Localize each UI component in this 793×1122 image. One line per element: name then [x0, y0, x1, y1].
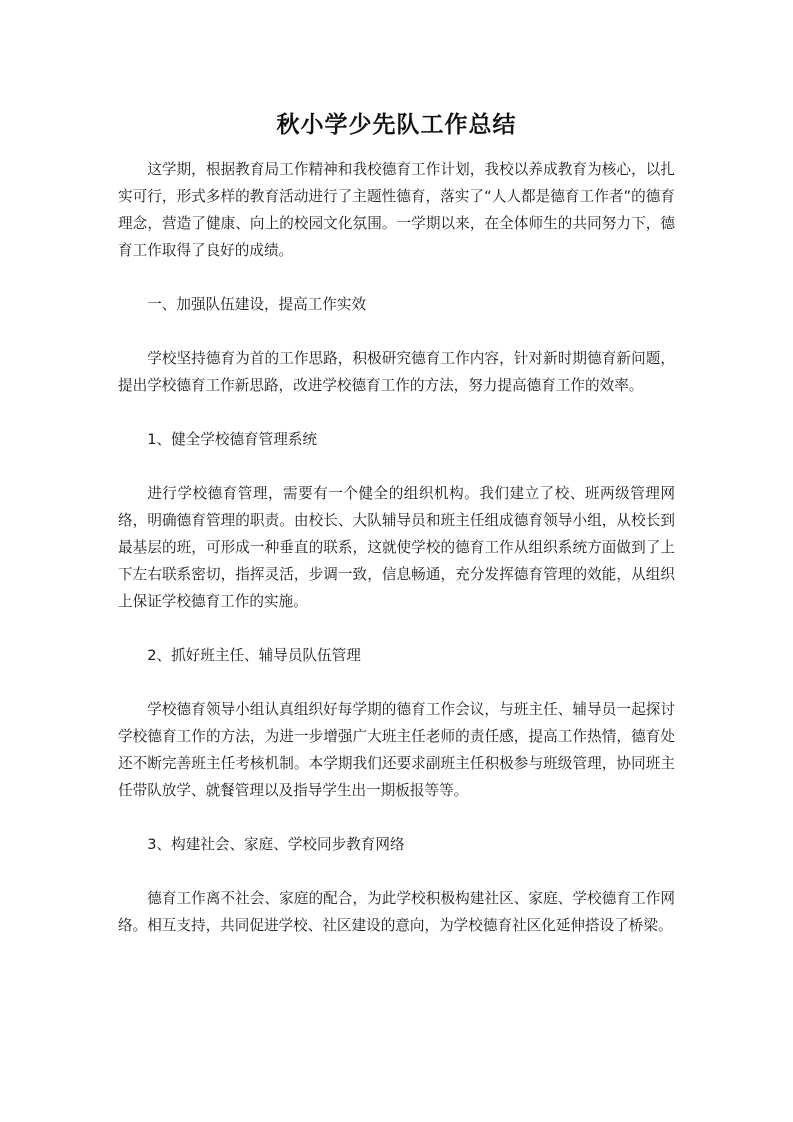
paragraph-gap [118, 669, 675, 696]
paragraph-gap [118, 615, 675, 642]
sub3-heading: 3、构建社会、家庭、学校同步教育网络 [147, 836, 405, 853]
paragraph-gap [118, 399, 675, 426]
paragraph-gap [118, 318, 675, 345]
sub2-paragraph: 学校德育领导小组认真组织好每学期的德育工作会议，与班主任、辅导员一起探讨学校德育工作的方法，为进一步增强广大班主任老师的责任感，提高工作热情，德育处还不断完善班主任考核机制。本学期我们还要求副班主任积极参与班级管理，协同班主任带队放学、就餐管理以及指导学生出一期板报等等。 [118, 701, 675, 799]
document-title: 秋小学少先队工作总结 [276, 112, 517, 138]
sub2-heading: 2、抓好班主任、辅导员队伍管理 [147, 647, 361, 664]
sub1-heading: 1、健全学校德育管理系统 [147, 431, 318, 448]
sub1-paragraph: 进行学校德育管理，需要有一个健全的组织机构。我们建立了校、班两级管理网络，明确德育管理的职责。由校长、大队辅导员和班主任组成德育领导小组，从校长到最基层的班，可形成一种垂直的联系，这就使学校的德育工作从组织系统方面做到了上下左右联系密切，指挥灵活，步调一致，信息畅通，充分发挥德育管理的效能，从组织上保证学校德育工作的实施。 [118, 485, 675, 610]
intro-paragraph: 这学期，根据教育局工作精神和我校德育工作计划，我校以养成教育为核心，以扎实可行，形式多样的教育活动进行了主题性德育，落实了“人人都是德育工作者”的德育理念，营造了健康、向上的校园文化氛围。一学期以来，在全体师生的共同努力下，德育工作取得了良好的成绩。 [118, 161, 675, 259]
paragraph-gap [118, 858, 675, 885]
paragraph-gap [118, 453, 675, 480]
paragraph-gap [118, 264, 675, 291]
paragraph-gap [118, 804, 675, 831]
sub3-paragraph: 德育工作离不社会、家庭的配合，为此学校积极构建社区、家庭、学校德育工作网络。相互支持，共同促进学校、社区建设的意向，为学校德育社区化延伸搭设了桥梁。 [118, 890, 675, 934]
section1-heading: 一、加强队伍建设，提高工作实效 [147, 296, 367, 313]
section1-paragraph: 学校坚持德育为首的工作思路，积极研究德育工作内容，针对新时期德育新问题，提出学校德育工作新思路，改进学校德育工作的方法，努力提高德育工作的效率。 [118, 350, 675, 394]
